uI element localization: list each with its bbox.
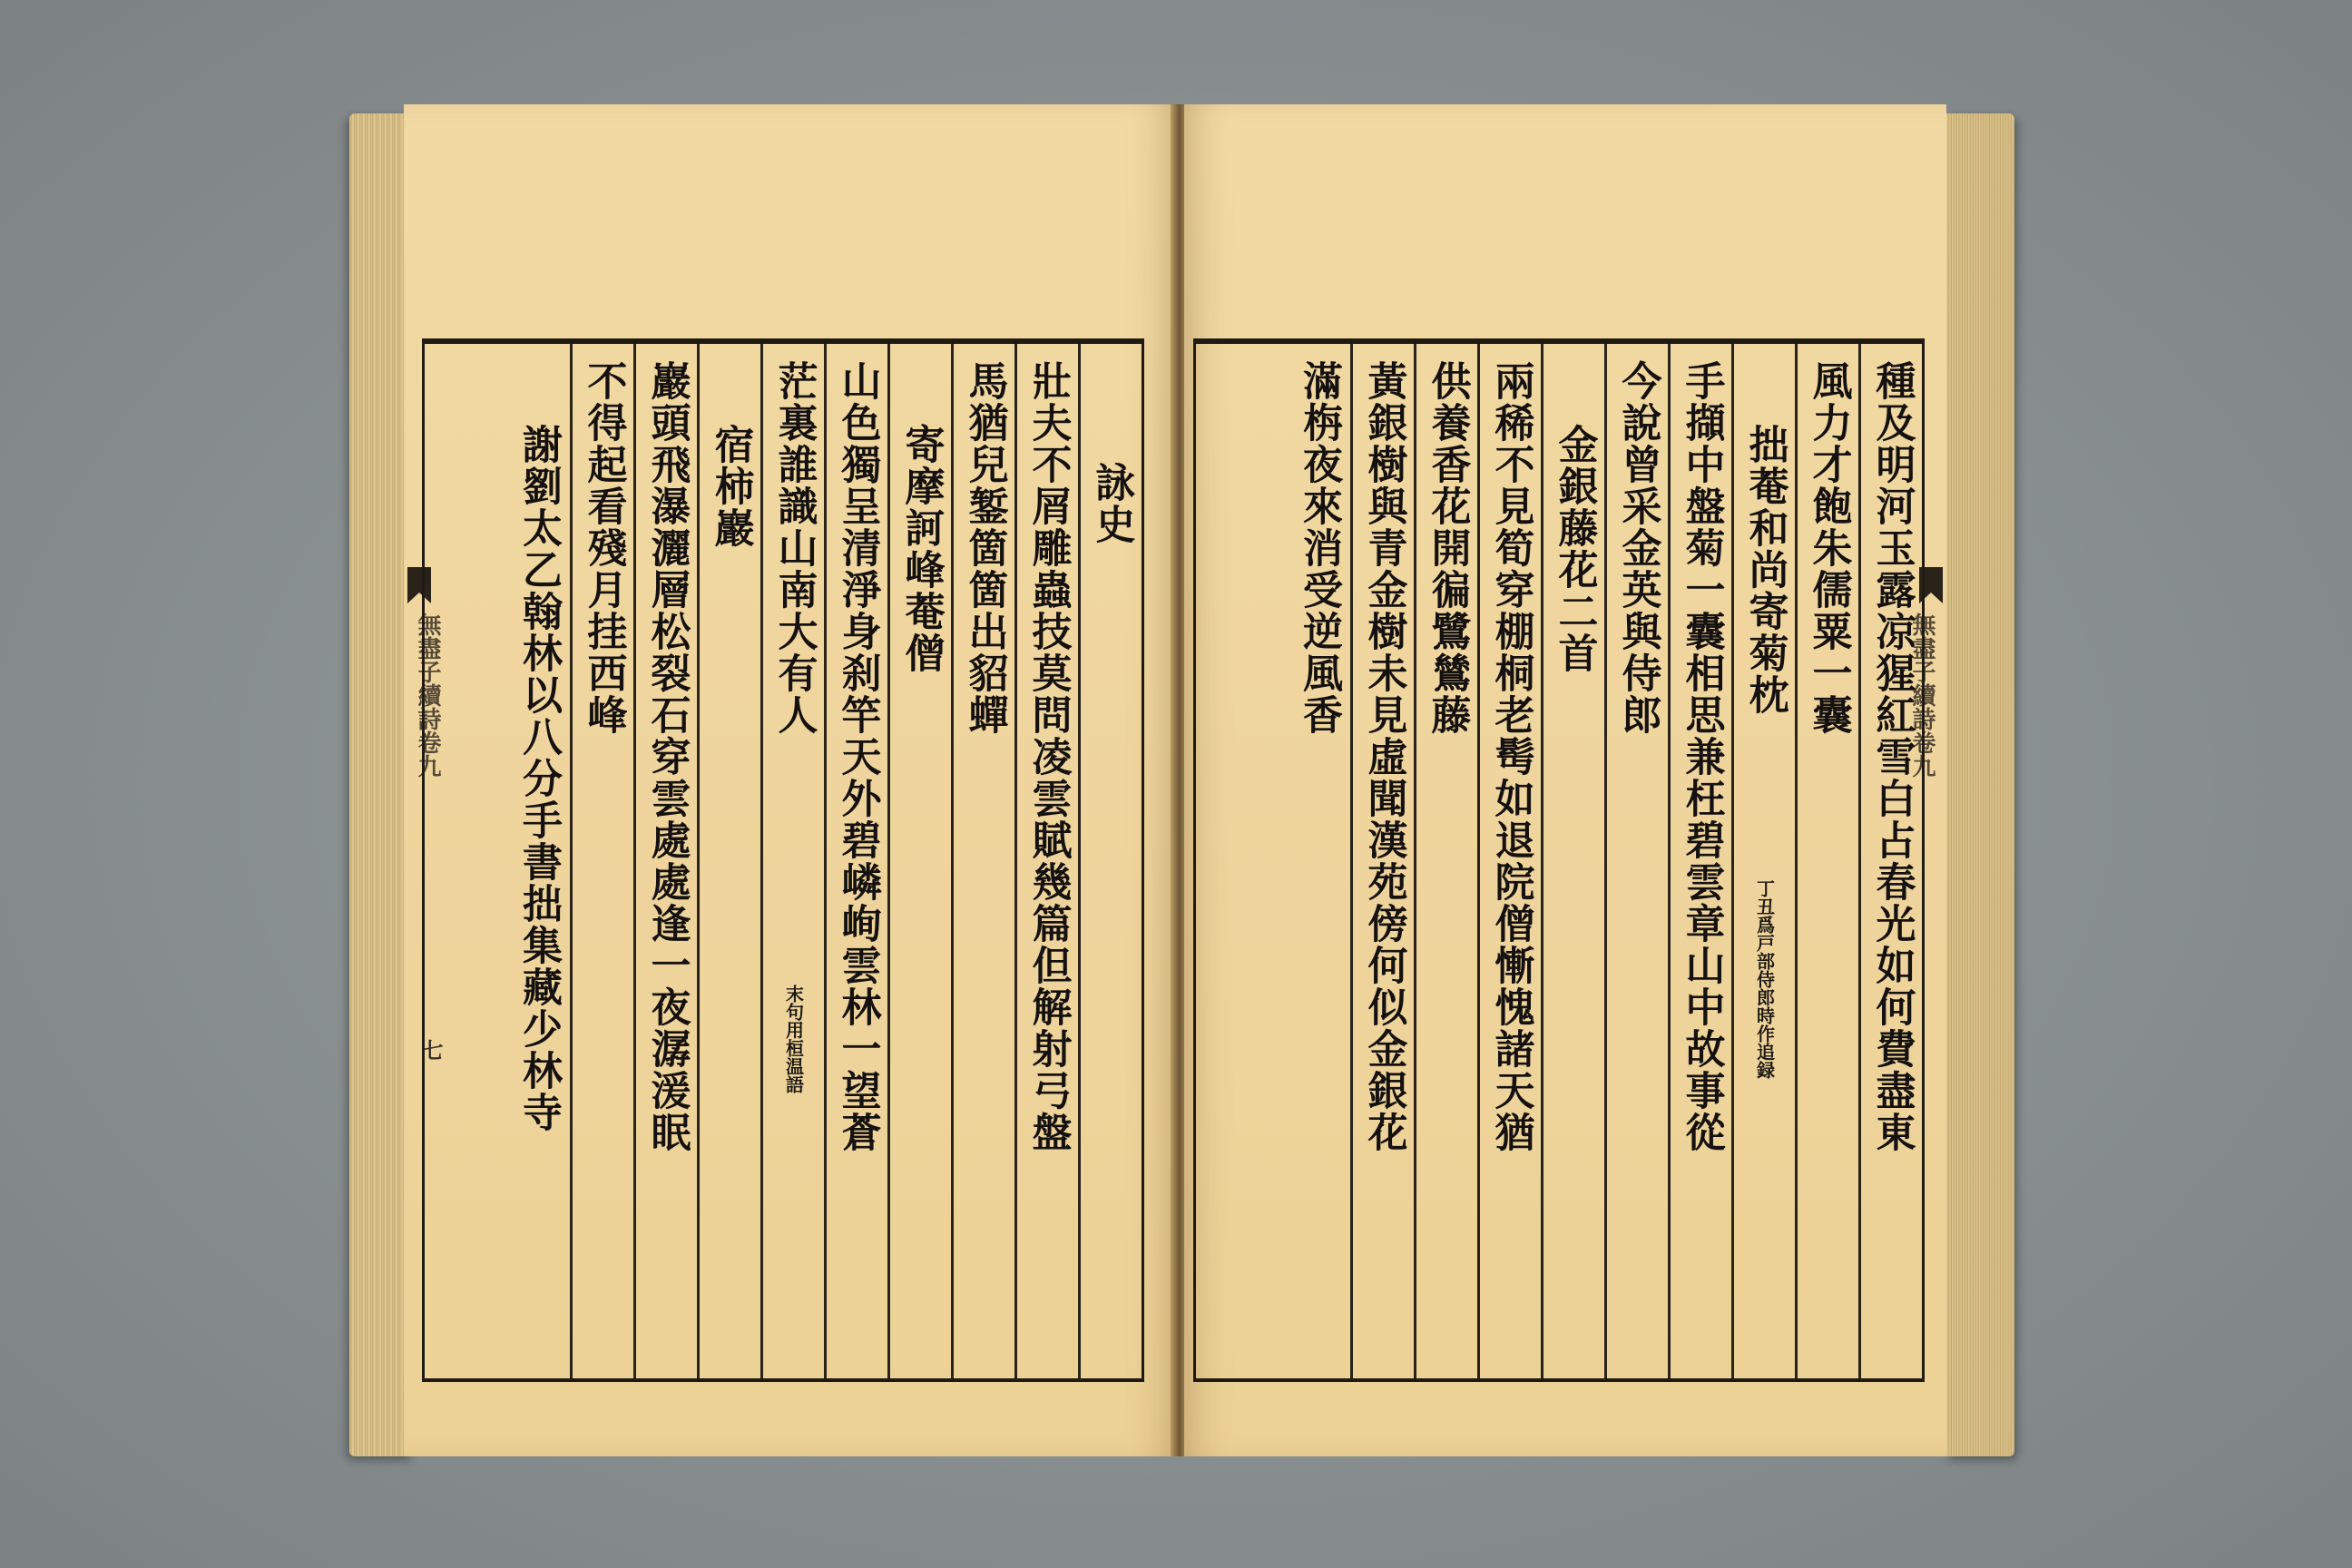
text-column bbox=[951, 344, 1014, 1378]
left-page bbox=[404, 104, 1175, 1456]
text-column bbox=[1414, 344, 1477, 1378]
interlinear-note: 丁丑爲戸部侍郎時作追録 bbox=[1753, 879, 1776, 1079]
column-text: 茫裏誰識山南大有人 bbox=[770, 360, 818, 736]
text-column bbox=[1350, 344, 1414, 1378]
left-text-frame bbox=[422, 338, 1144, 1382]
right-page bbox=[1184, 104, 1946, 1456]
column-text: 金銀藤花二首 bbox=[1551, 424, 1598, 674]
folio-number: 七 bbox=[417, 1039, 444, 1061]
column-text: 種及明河玉露凉猩紅雪白占春光如何費盡東 bbox=[1868, 360, 1916, 1153]
open-book bbox=[349, 95, 2014, 1465]
text-column bbox=[824, 344, 887, 1378]
column-text: 不得起看殘月挂西峰 bbox=[580, 360, 627, 736]
text-column bbox=[1795, 344, 1858, 1378]
interlinear-note: 末句用桓温語 bbox=[782, 985, 805, 1093]
text-column bbox=[1477, 344, 1541, 1378]
column-text: 謝劉太乙翰林以八分手書拙集藏少林寺 bbox=[515, 424, 562, 1133]
text-column bbox=[1541, 344, 1604, 1378]
text-column bbox=[697, 344, 760, 1378]
left-columns bbox=[425, 344, 1142, 1378]
column-text: 今說曾采金英與侍郎 bbox=[1614, 360, 1661, 736]
column-text: 巖頭飛瀑灑層松裂石穿雲處處逢一夜潺湲眠 bbox=[643, 360, 691, 1153]
text-column bbox=[1668, 344, 1731, 1378]
text-column bbox=[1604, 344, 1668, 1378]
left-margin-title: 無盡子續詩卷九 bbox=[414, 612, 441, 778]
column-text: 山色獨呈清淨身刹竿天外碧嶙峋雲林一望蒼 bbox=[834, 360, 881, 1153]
text-column bbox=[506, 344, 570, 1378]
text-column bbox=[1731, 344, 1795, 1378]
column-text: 寄摩訶峰菴僧 bbox=[897, 424, 945, 674]
column-text: 兩稀不見筍穿棚桐老髩如退院僧慚愧諸天猶 bbox=[1487, 360, 1534, 1153]
right-text-frame bbox=[1193, 338, 1925, 1382]
column-text: 風力才飽朱儒粟一囊 bbox=[1805, 360, 1852, 736]
column-text: 黃銀樹與青金樹未見虛聞漢苑傍何似金銀花 bbox=[1360, 360, 1407, 1153]
text-column bbox=[1287, 344, 1350, 1378]
column-text: 滿栴夜來消受逆風香 bbox=[1296, 360, 1342, 736]
text-column bbox=[760, 344, 824, 1378]
column-text: 壯夫不屑雕蟲技莫問凌雲賦幾篇但解射弓盤 bbox=[1024, 360, 1072, 1153]
column-text: 馬猶兒錾箇箇出貂蟬 bbox=[961, 360, 1008, 736]
column-text: 詠史 bbox=[1088, 462, 1135, 545]
column-text: 手擷中盤菊一囊相思兼枉碧雲章山中故事從 bbox=[1678, 360, 1725, 1153]
text-column bbox=[1858, 344, 1922, 1378]
right-margin-title: 無盡子續詩卷九 bbox=[1908, 612, 1936, 778]
right-page-stack-edge bbox=[1946, 113, 2014, 1456]
text-column bbox=[887, 344, 951, 1378]
column-text: 供養香花開徧鷺鷥藤 bbox=[1424, 360, 1471, 736]
text-column bbox=[570, 344, 633, 1378]
text-column bbox=[633, 344, 697, 1378]
column-text: 宿柿巖 bbox=[707, 424, 754, 549]
text-column bbox=[1078, 344, 1142, 1378]
right-columns bbox=[1196, 344, 1922, 1378]
text-column bbox=[1014, 344, 1078, 1378]
column-text: 拙菴和尚寄菊枕 bbox=[1741, 424, 1788, 716]
